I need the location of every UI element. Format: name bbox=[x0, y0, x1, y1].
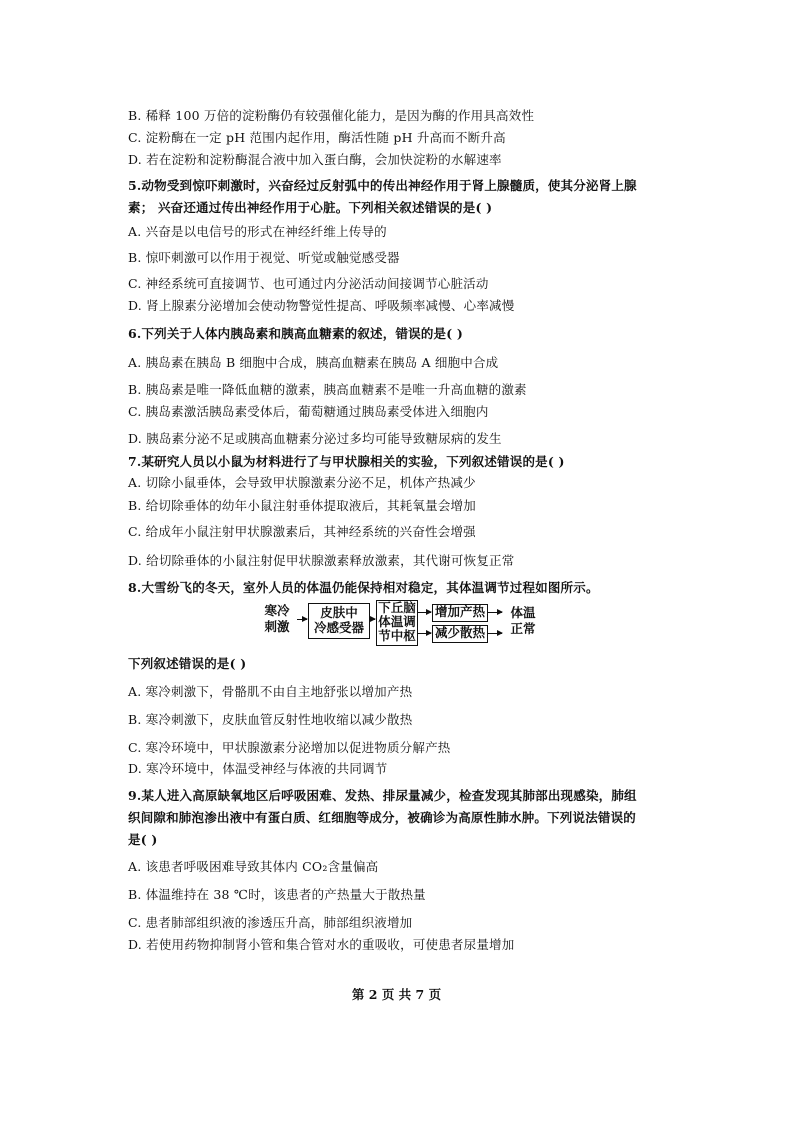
q5-option-b: B. 惊吓刺激可以作用于视觉、听觉或触觉感受器 bbox=[128, 250, 400, 265]
q9-option-a: A. 该患者呼吸困难导致其体内 CO₂含量偏高 bbox=[128, 859, 379, 874]
stimulus-label-line1: 寒冷 bbox=[264, 603, 290, 618]
arrow-effect1-to-result bbox=[488, 612, 502, 613]
q6-option-b: B. 胰岛素是唯一降低血糖的激素，胰高血糖素不是唯一升高血糖的激素 bbox=[128, 382, 527, 397]
q9-option-d: D. 若使用药物抑制肾小管和集合管对水的重吸收，可使患者尿量增加 bbox=[128, 937, 515, 952]
q8-option-b: B. 寒冷刺激下，皮肤血管反射性地收缩以减少散热 bbox=[128, 712, 413, 727]
q9-stem-line2: 织间隙和肺泡渗出液中有蛋白质、红细胞等成分，被确诊为高原性肺水肿。下列说法错误的 bbox=[128, 810, 637, 825]
q6-stem: 6.下列关于人体内胰岛素和胰高血糖素的叙述，错误的是( ) bbox=[128, 326, 464, 341]
arrow-stimulus-to-receptor bbox=[297, 619, 307, 620]
arrow-receptor-to-center bbox=[370, 619, 375, 620]
q4-option-c: C. 淀粉酶在一定 pH 范围内起作用，酶活性随 pH 升高而不断升高 bbox=[128, 130, 506, 145]
arrow-center-to-effect1 bbox=[418, 612, 431, 613]
q9-option-c: C. 患者肺部组织液的渗透压升高，肺部组织液增加 bbox=[128, 915, 413, 930]
center-line2: 体温调 bbox=[378, 614, 416, 629]
q8-stem: 8.大雪纷飞的冬天，室外人员的体温仍能保持相对稳定，其体温调节过程如图所示。 bbox=[128, 580, 599, 595]
q7-option-a: A. 切除小鼠垂体，会导致甲状腺激素分泌不足，机体产热减少 bbox=[128, 475, 476, 490]
q5-option-d: D. 肾上腺素分泌增加会使动物警觉性提高、呼吸频率减慢、心率减慢 bbox=[128, 298, 515, 313]
center-line3: 节中枢 bbox=[378, 628, 416, 643]
q8-option-d: D. 寒冷环境中，体温受神经与体液的共同调节 bbox=[128, 761, 388, 776]
q4-option-d: D. 若在淀粉和淀粉酶混合液中加入蛋白酶，会加快淀粉的水解速率 bbox=[128, 152, 502, 167]
q6-option-c: C. 胰岛素激活胰岛素受体后，葡萄糖通过胰岛素受体进入细胞内 bbox=[128, 404, 489, 419]
stimulus-label-line2: 刺激 bbox=[264, 619, 290, 634]
q9-option-b: B. 体温维持在 38 ℃时，该患者的产热量大于散热量 bbox=[128, 887, 426, 902]
arrow-effect2-to-result bbox=[488, 633, 502, 634]
receptor-line2: 冷感受器 bbox=[313, 620, 364, 635]
q6-option-a: A. 胰岛素在胰岛 B 细胞中合成，胰高血糖素在胰岛 A 细胞中合成 bbox=[128, 355, 499, 370]
q9-stem-line1: 9.某人进入高原缺氧地区后呼吸困难、发热、排尿量减少，检查发现其肺部出现感染，肺组 bbox=[128, 788, 637, 803]
effect2-label: 减少散热 bbox=[434, 625, 485, 640]
result-line1: 体温 bbox=[510, 605, 536, 620]
q7-option-d: D. 给切除垂体的小鼠注射促甲状腺激素释放激素，其代谢可恢复正常 bbox=[128, 553, 515, 568]
result-line2: 正常 bbox=[510, 621, 536, 636]
center-line1: 下丘脑 bbox=[378, 600, 416, 615]
receptor-line1: 皮肤中 bbox=[320, 605, 358, 620]
q4-option-b: B. 稀释 100 万倍的淀粉酶仍有较强催化能力，是因为酶的作用具高效性 bbox=[128, 108, 535, 123]
page-footer: 第 2 页 共 7 页 bbox=[351, 987, 442, 1002]
q8-option-c: C. 寒冷环境中，甲状腺激素分泌增加以促进物质分解产热 bbox=[128, 740, 451, 755]
q5-stem-line1: 5.动物受到惊吓刺激时，兴奋经过反射弧中的传出神经作用于肾上腺髓质，使其分泌肾上腺 bbox=[128, 178, 637, 193]
q7-option-b: B. 给切除垂体的幼年小鼠注射垂体提取液后，其耗氧量会增加 bbox=[128, 498, 476, 513]
q8-prompt: 下列叙述错误的是( ) bbox=[128, 656, 247, 671]
arrow-center-to-effect2 bbox=[418, 633, 431, 634]
q8-option-a: A. 寒冷刺激下，骨骼肌不由自主地舒张以增加产热 bbox=[128, 684, 413, 699]
q7-option-c: C. 给成年小鼠注射甲状腺激素后，其神经系统的兴奋性会增强 bbox=[128, 524, 476, 539]
thermoregulation-diagram bbox=[255, 600, 555, 646]
q5-option-c: C. 神经系统可直接调节、也可通过内分泌活动间接调节心脏活动 bbox=[128, 276, 489, 291]
q5-stem-line2: 素； 兴奋还通过传出神经作用于心脏。下列相关叙述错误的是( ) bbox=[128, 200, 493, 215]
effect1-label: 增加产热 bbox=[434, 604, 485, 619]
q9-stem-line3: 是( ) bbox=[128, 832, 158, 847]
q5-option-a: A. 兴奋是以电信号的形式在神经纤维上传导的 bbox=[128, 224, 387, 239]
q7-stem: 7.某研究人员以小鼠为材料进行了与甲状腺相关的实验，下列叙述错误的是( ) bbox=[128, 454, 565, 469]
q6-option-d: D. 胰岛素分泌不足或胰高血糖素分泌过多均可能导致糖尿病的发生 bbox=[128, 431, 502, 446]
